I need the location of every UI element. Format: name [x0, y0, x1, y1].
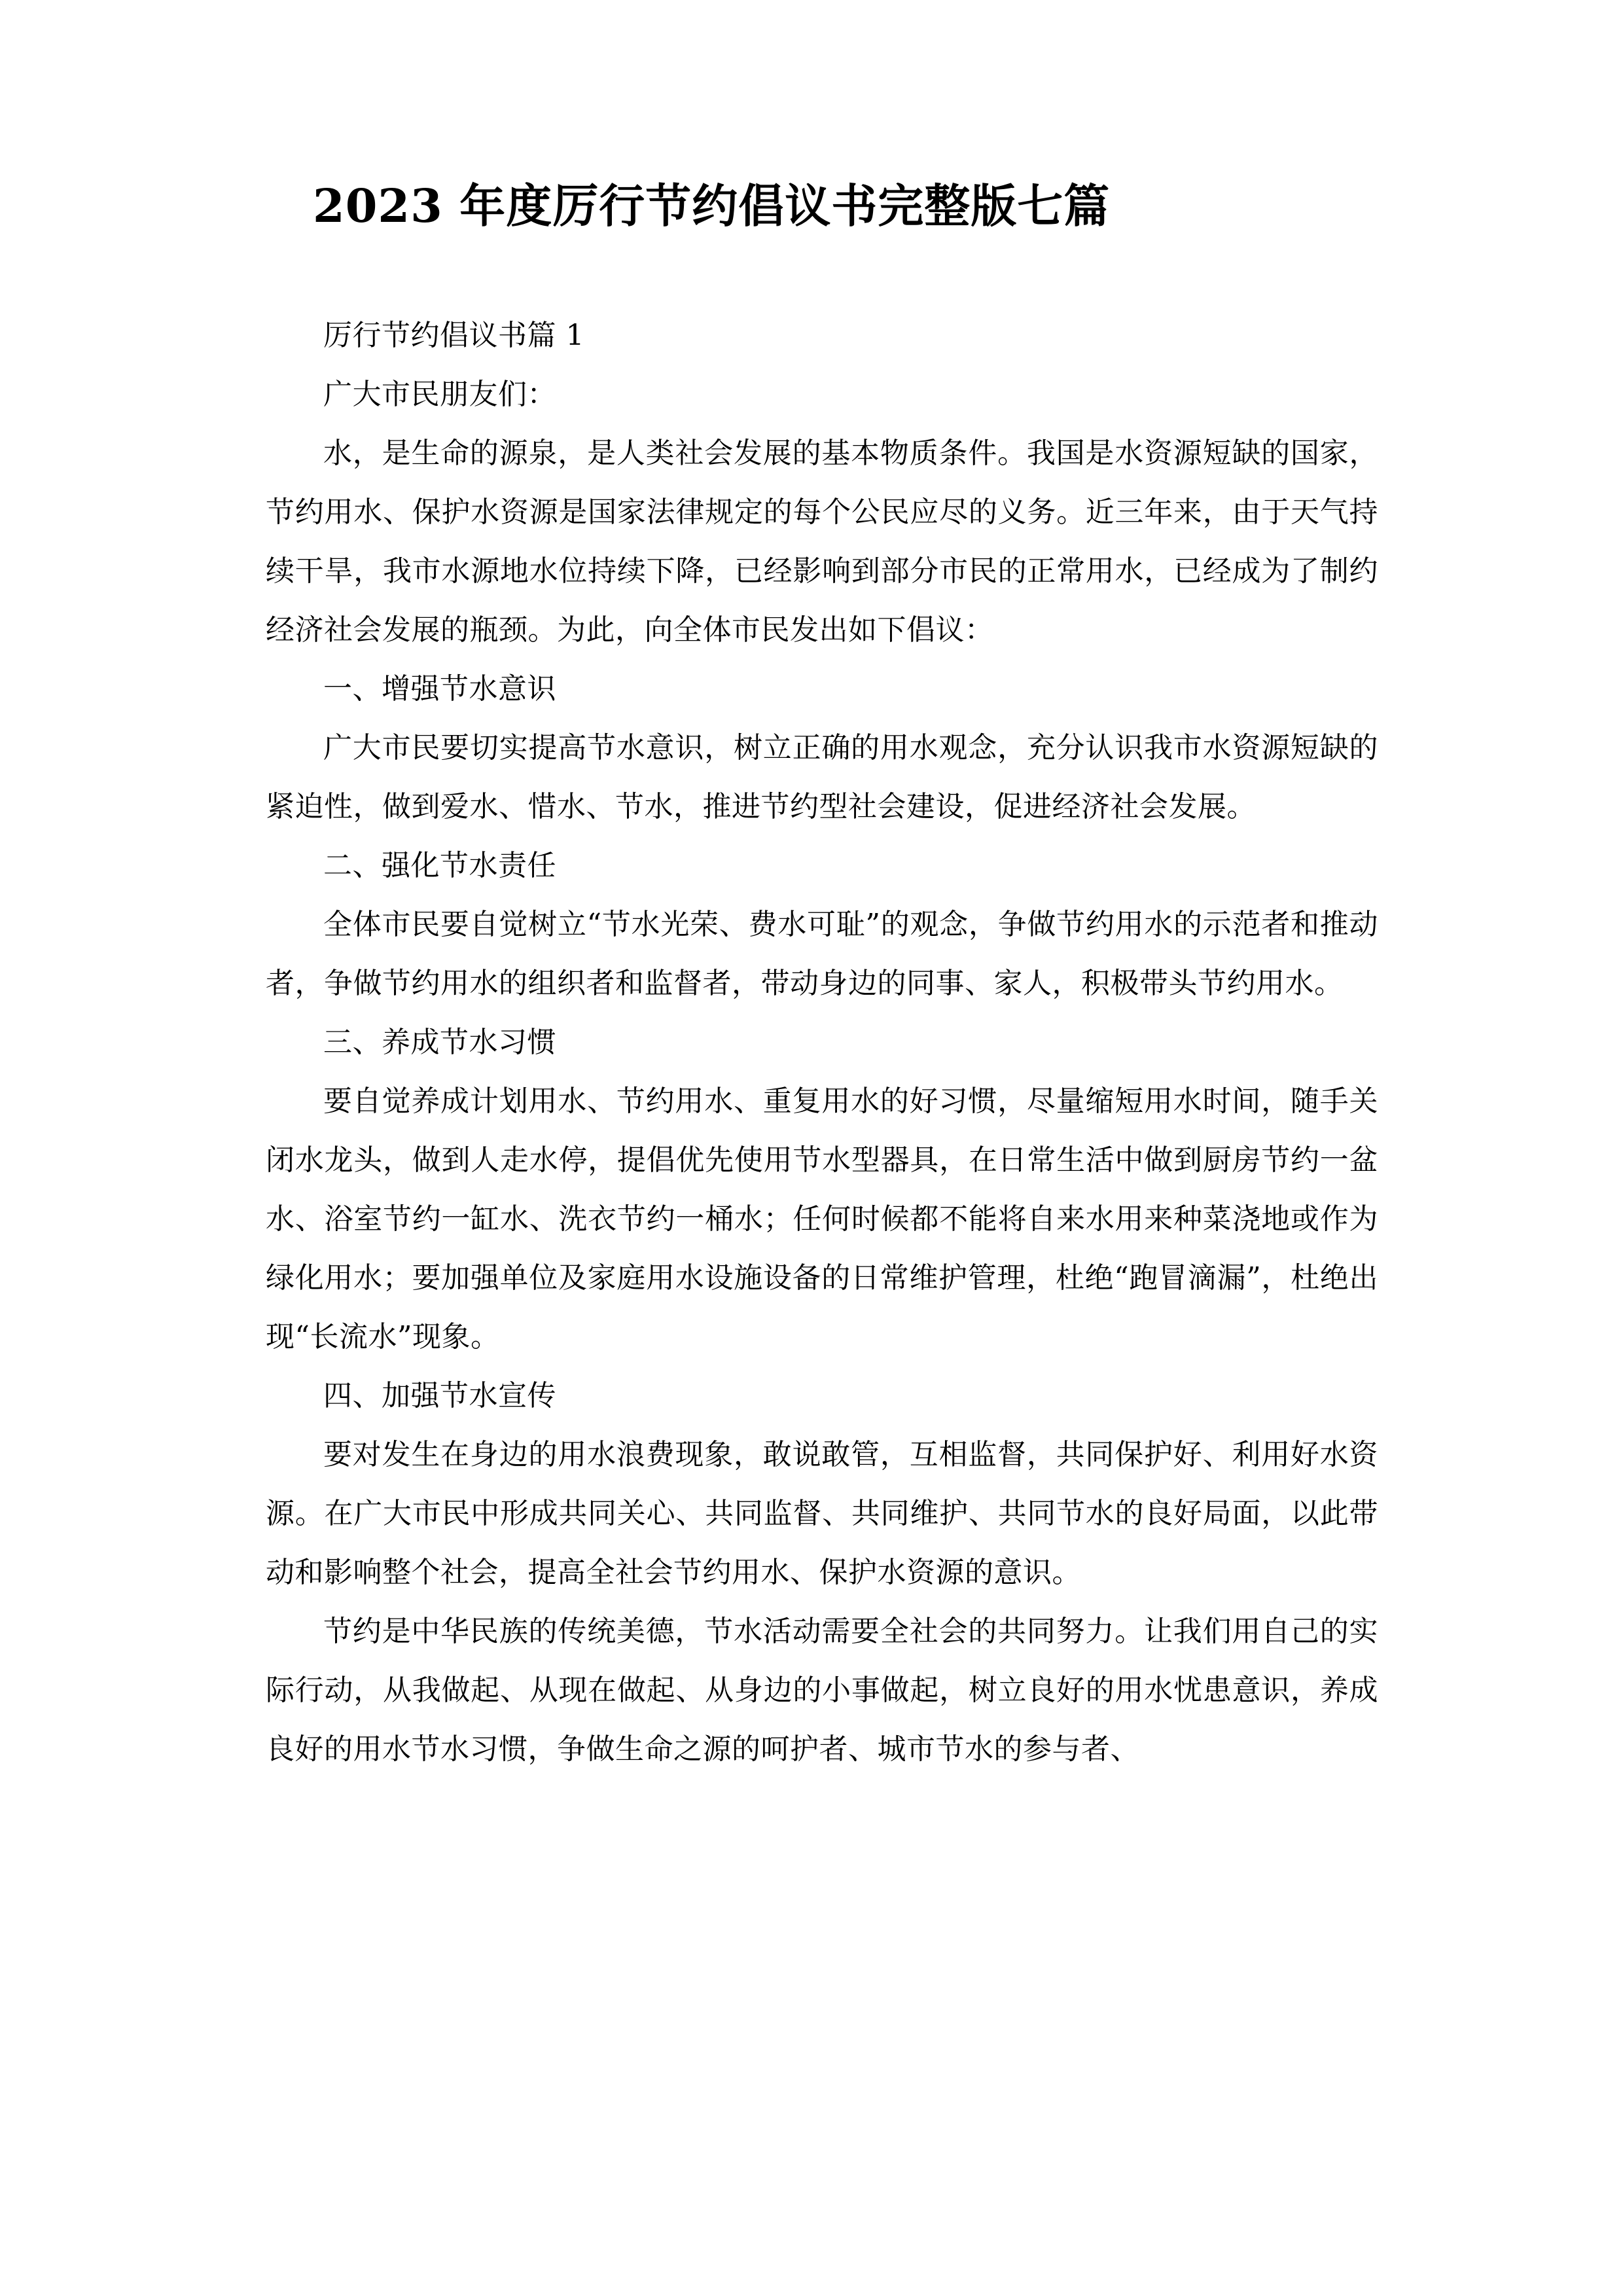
salutation: 广大市民朋友们： [323, 377, 556, 411]
paragraph-intro: 水，是生命的源泉，是人类社会发展的基本物质条件。我国是水资源短缺的国家，节约用水、保护水资源是国家法律规定的每个公民应尽的义务。近三年来，由于天气持续干旱，我市水源地水位持续下降，已经影响到部分市民的正常用水，已经成为了制约经济社会发展的瓶颈。为此，向全体市民发出如下倡议： [266, 436, 1378, 647]
document-body [266, 306, 1378, 1779]
paragraph-body-4: 要对发生在身边的用水浪费现象，敢说敢管，互相监督，共同保护好、利用好水资源。在广大市民中形成共同关心、共同监督、共同维护、共同节水的良好局面，以此带动和影响整个社会，提高全社会节约用水、保护水资源的意识。 [266, 1437, 1378, 1589]
paragraph-closing: 节约是中华民族的传统美德，节水活动需要全社会的共同努力。让我们用自己的实际行动，从我做起、从现在做起、从身边的小事做起，树立良好的用水忧患意识，养成良好的用水节水习惯，争做生命之源的呵护者、城市节水的参与者、 [266, 1614, 1378, 1766]
paragraph-body-3: 要自觉养成计划用水、节约用水、重复用水的好习惯，尽量缩短用水时间，随手关闭水龙头，做到人走水停，提倡优先使用节水型器具，在日常生活中做到厨房节约一盆水、浴室节约一缸水、洗衣节约一桶水；任何时候都不能将自来水用来种菜浇地或作为绿化用水；要加强单位及家庭用水设施设备的日常维护管理，杜绝“跑冒滴漏”，杜绝出现“长流水”现象。 [266, 1084, 1378, 1354]
page-title: 2023 年度厉行节约倡议书完整版七篇 [313, 179, 1111, 233]
section-heading-2: 二、强化节水责任 [323, 848, 556, 882]
document-content [266, 177, 1378, 1779]
section-label: 厉行节约倡议书篇 1 [323, 318, 584, 352]
paragraph-body-2: 全体市民要自觉树立“节水光荣、费水可耻”的观念，争做节约用水的示范者和推动者，争做节约用水的组织者和监督者，带动身边的同事、家人，积极带头节约用水。 [266, 907, 1378, 1000]
section-heading-1: 一、增强节水意识 [323, 672, 556, 706]
section-heading-3: 三、养成节水习惯 [323, 1025, 556, 1059]
paragraph-body-1: 广大市民要切实提高节水意识，树立正确的用水观念，充分认识我市水资源短缺的紧迫性，做到爱水、惜水、节水，推进节约型社会建设，促进经济社会发展。 [266, 730, 1378, 823]
section-heading-4: 四、加强节水宣传 [323, 1378, 556, 1412]
